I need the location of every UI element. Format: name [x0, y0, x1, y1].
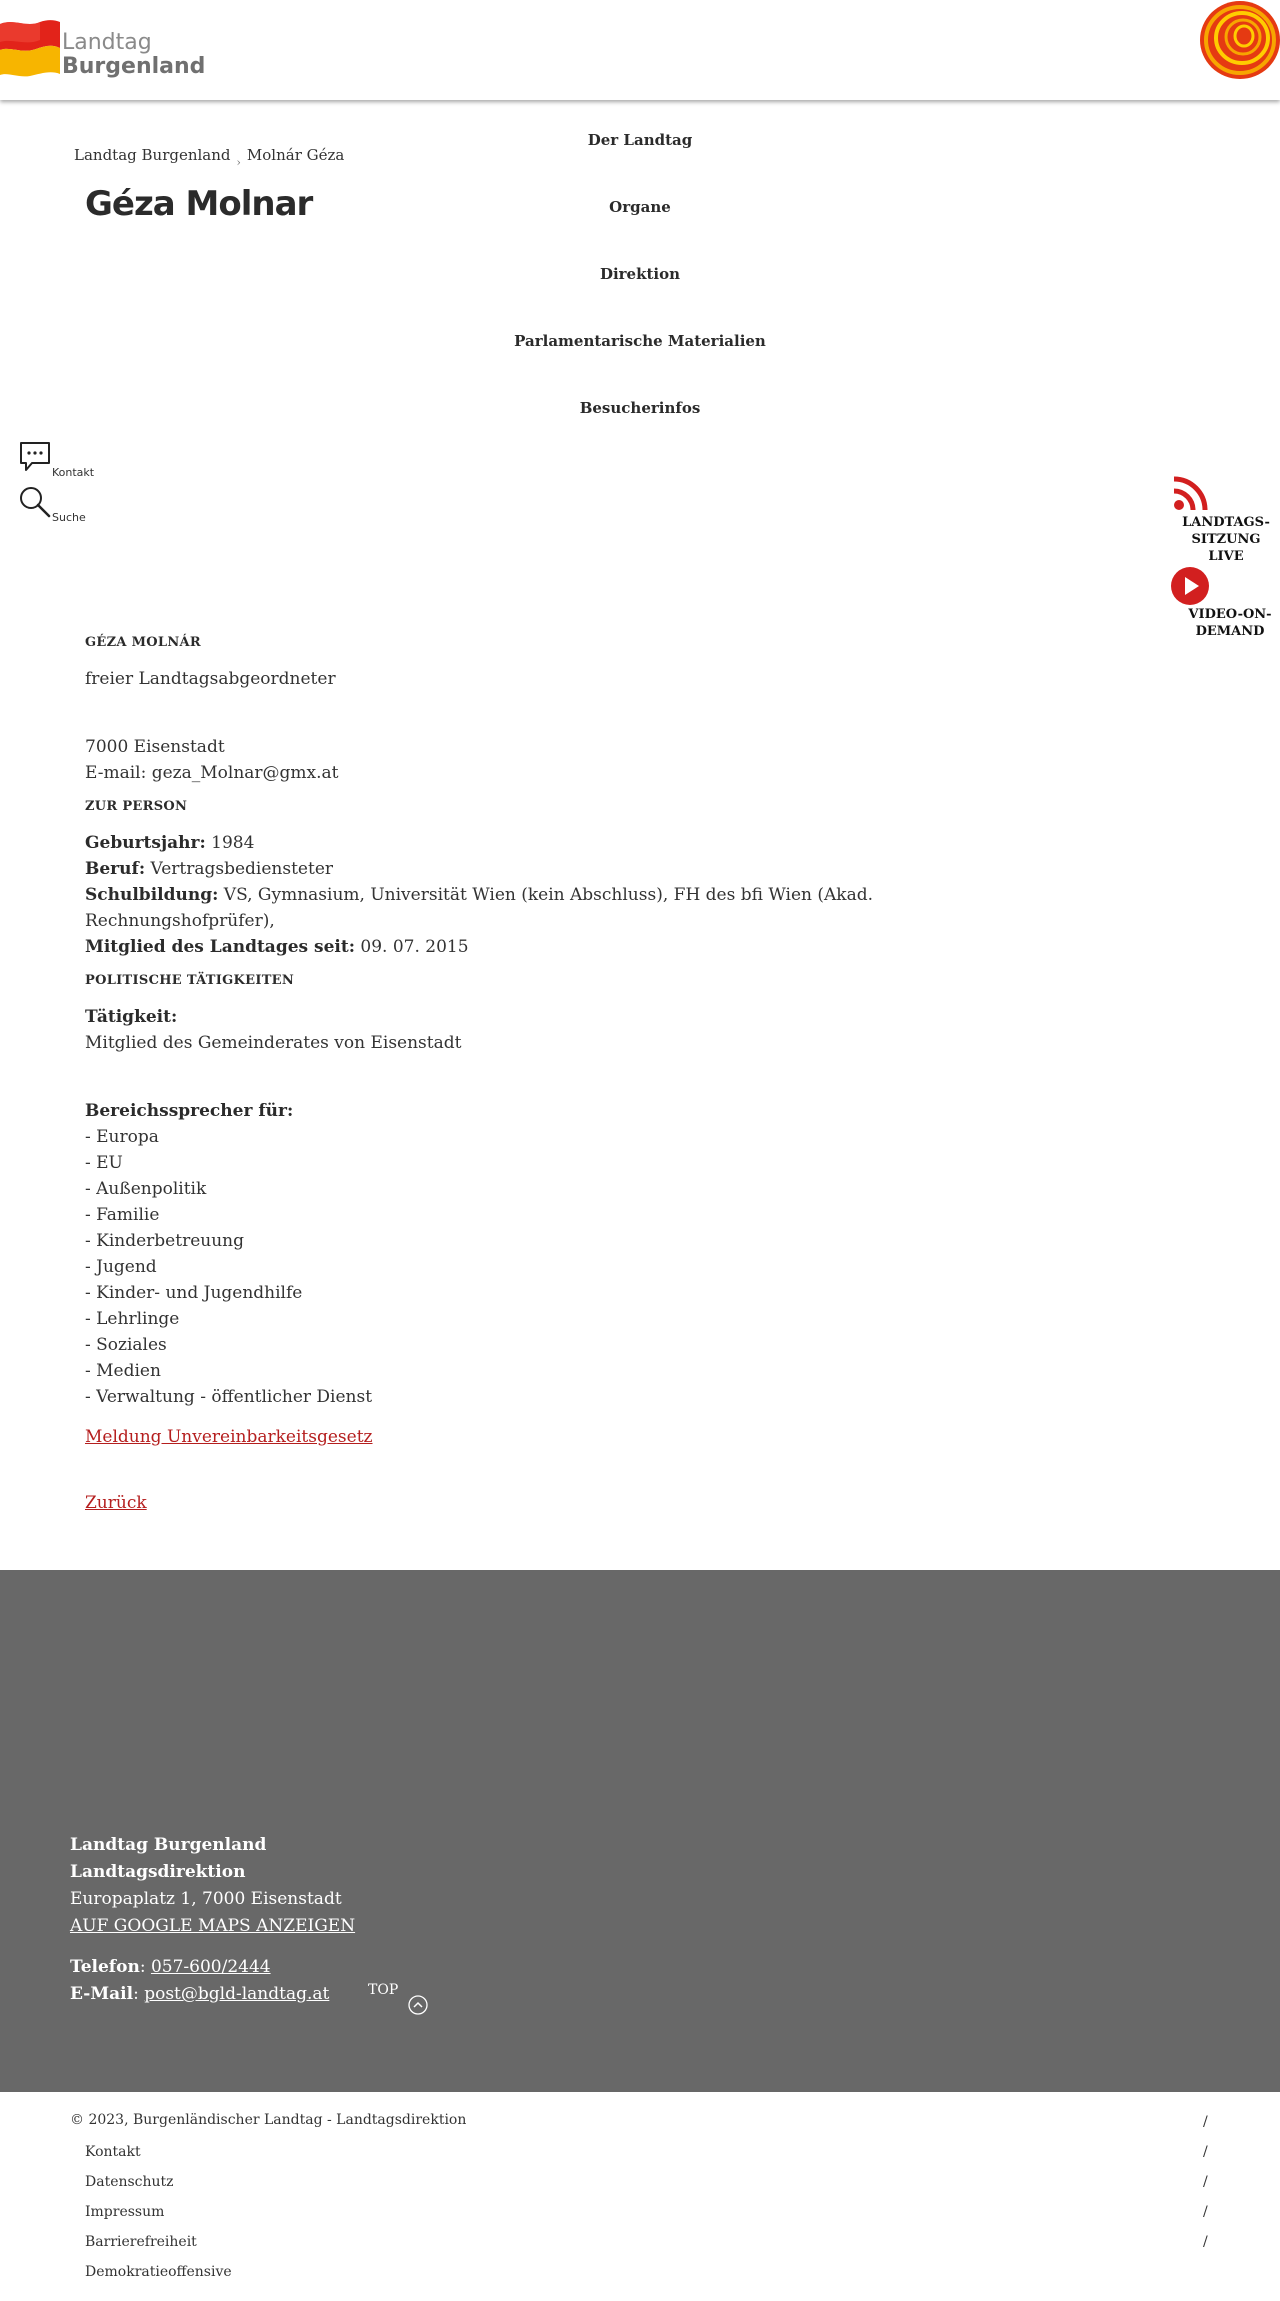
school-row [85, 882, 885, 934]
list-item: - Medien [85, 1361, 161, 1381]
bottom-bar [0, 2092, 1280, 2301]
list-item: - Soziales [85, 1335, 167, 1355]
live-label [1174, 514, 1278, 565]
chevron-up-icon[interactable] [408, 1995, 428, 2015]
email-label: E-Mail [70, 1984, 134, 2004]
spokes-list [85, 1124, 965, 1410]
profile-name-heading: GÉZA MOLNÁR [85, 635, 202, 650]
birth-year-row [85, 830, 965, 856]
bottom-links [85, 2142, 232, 2292]
member-row [85, 934, 965, 960]
separator: / [1203, 2144, 1208, 2160]
link-separators [1203, 2112, 1208, 2262]
google-maps-link[interactable]: AUF GOOGLE MAPS ANZEIGEN [70, 1916, 356, 1936]
nav-item-der-landtag[interactable]: Der Landtag [587, 131, 693, 149]
footer-phone-row: Telefon: 057-600/2444 [70, 1957, 271, 1977]
nav-item-organe[interactable]: Organe [609, 198, 671, 216]
job-label: Beruf: [85, 859, 146, 879]
politische-taetigkeiten-heading: POLITISCHE TÄTIGKEITEN [85, 973, 295, 988]
zur-person-heading: ZUR PERSON [85, 799, 188, 814]
chat-icon [18, 440, 52, 474]
play-icon [1170, 566, 1210, 606]
footer [0, 1570, 1280, 2092]
breadcrumb [74, 146, 345, 169]
suche-label: Suche [52, 511, 86, 524]
search-icon [18, 485, 52, 519]
list-item: - Kinder- und Jugendhilfe [85, 1283, 303, 1303]
logo-line2: Burgenland [62, 54, 206, 79]
list-item: - Europa [85, 1127, 159, 1147]
profile-role: freier Landtagsabgeordneter [85, 669, 336, 689]
burgenland-sun-icon[interactable] [1196, 0, 1280, 82]
unvereinbarkeitsgesetz-link[interactable]: Meldung Unvereinbarkeitsgesetz [85, 1427, 373, 1447]
job-row [85, 856, 965, 882]
logo-line1: Landtag [62, 30, 152, 55]
footer-org2: Landtagsdirektion [70, 1862, 246, 1882]
top-label[interactable]: TOP [368, 1982, 399, 1998]
activity-label [85, 1004, 965, 1030]
phone-label: Telefon [70, 1957, 140, 1977]
member-value: 09. 07. 2015 [355, 937, 469, 957]
footer-address: Europaplatz 1, 7000 Eisenstadt [70, 1889, 342, 1909]
breadcrumb-home[interactable]: Landtag Burgenland [74, 146, 231, 164]
school-value: VS, Gymnasium, Universität Wien (kein Abschluss), FH des bfi Wien (Akad. Rechnungshofprüfer), [85, 885, 874, 931]
live-label-line1: LANDTAGS- [1182, 515, 1270, 530]
flag-icon [0, 18, 62, 78]
profile-content [85, 630, 965, 1516]
bottom-link-kontakt[interactable]: Kontakt [85, 2144, 141, 2160]
member-label: Mitglied des Landtages seit: [85, 937, 355, 957]
list-item: - Außenpolitik [85, 1179, 207, 1199]
school-label: Schulbildung: [85, 885, 219, 905]
page-title: Géza Molnar [85, 184, 313, 224]
nav-item-direktion[interactable]: Direktion [599, 265, 681, 283]
breadcrumb-current[interactable]: Molnár Géza [246, 146, 345, 164]
bottom-link-datenschutz[interactable]: Datenschutz [85, 2174, 174, 2190]
separator: / [1203, 2204, 1208, 2220]
copyright: © 2023, Burgenländischer Landtag - Landtagsdirektion [70, 2112, 467, 2128]
main-nav [440, 128, 840, 463]
list-item: - Familie [85, 1205, 160, 1225]
activity-label-text: Tätigkeit: [85, 1007, 178, 1027]
separator: / [1203, 2174, 1208, 2190]
kontakt-label: Kontakt [52, 466, 95, 479]
separator: / [1203, 2234, 1208, 2250]
site-header [0, 0, 1280, 100]
bottom-link-barrierefreiheit[interactable]: Barrierefreiheit [85, 2234, 197, 2250]
vod-label-line1: VIDEO-ON- [1188, 607, 1272, 622]
email-link[interactable]: post@bgld-landtag.at [144, 1984, 330, 2004]
activity-value: Mitglied des Gemeinderates von Eisenstadt [85, 1033, 462, 1053]
bottom-link-impressum[interactable]: Impressum [85, 2204, 165, 2220]
separator: / [1203, 2114, 1208, 2130]
nav-item-parlamentarische-materialien[interactable]: Parlamentarische Materialien [514, 332, 766, 350]
back-link[interactable]: Zurück [85, 1493, 147, 1513]
job-value: Vertragsbediensteter [145, 859, 334, 879]
spokes-label [85, 1098, 965, 1124]
breadcrumb-separator: › [236, 156, 241, 169]
nav-item-besucherinfos[interactable]: Besucherinfos [579, 399, 701, 417]
list-item: - Lehrlinge [85, 1309, 180, 1329]
footer-contact [70, 1832, 355, 2008]
footer-org1: Landtag Burgenland [70, 1835, 267, 1855]
spokes-label-text: Bereichssprecher für: [85, 1101, 294, 1121]
list-item: - Jugend [85, 1257, 157, 1277]
list-item: - Verwaltung - öffentlicher Dienst [85, 1387, 373, 1407]
landtag-logo[interactable] [0, 14, 206, 86]
vod-label-line2: DEMAND [1195, 624, 1265, 639]
footer-email-row: E-Mail: post@bgld-landtag.at [70, 1984, 330, 2004]
phone-link[interactable]: 057-600/2444 [150, 1957, 271, 1977]
profile-email: E-mail: geza_Molnar@gmx.at [85, 763, 339, 783]
profile-city: 7000 Eisenstadt [85, 737, 225, 757]
list-item: - Kinderbetreuung [85, 1231, 244, 1251]
vod-label [1180, 606, 1280, 640]
birth-label: Geburtsjahr: [85, 833, 206, 853]
bottom-link-demokratieoffensive[interactable]: Demokratieoffensive [85, 2264, 232, 2280]
list-item: - EU [85, 1153, 123, 1173]
live-label-line2: SITZUNG LIVE [1191, 532, 1261, 564]
birth-value: 1984 [205, 833, 255, 853]
rss-icon [1170, 474, 1210, 514]
